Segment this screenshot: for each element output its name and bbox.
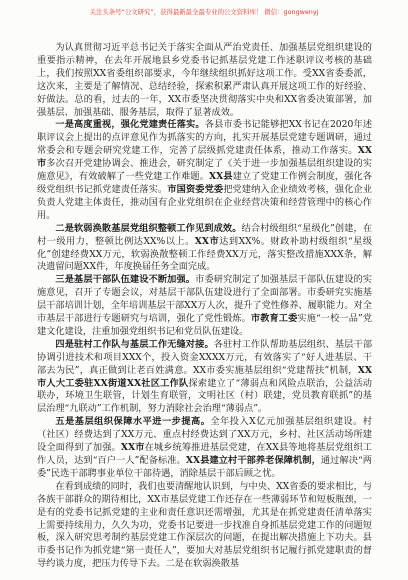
text-run: 为认真贯彻习近平总书记关于落实全面从严治党责任、加强基层党组织建设的重要指示精神，在去年开展地县乡党委书记抓基层党建工作述职评议考核的基础上，我们按照XX省委组织部要求，今年继续组织抓好这项工作。受XX省委委派，这次来，主要是了解情况、总结经验，探索积累严肃认真开展这项工作的好经验、好做法。总的看，过去的一年，XX市委坚决贯彻落实中央和XX省委决策部署，加强基层、加强基础、服务基层，取得了显著成效。: [37, 42, 372, 118]
text-run: 各驻村工作队帮助基层组织、基层干部协调引进技术和项目XXX个，投入资金XXXX万元，有效落实了“好人进基层、干部去为民”，真正做到让老百姓满意。XX市委实施基层组织“党建帮扶”机制，: [37, 338, 373, 376]
bold-text-run: 一是高度重视，强化党建责任落实。: [55, 119, 205, 131]
bold-text-run: 三是基层干部队伍建设不断加强。: [55, 274, 196, 286]
paragraph: [37, 42, 372, 119]
text-run: 在看到成绩的同时，我们也要清醒地认识到，与中央、XX省委的要求相比，与各族干部群众的期待相比，XX市基层党建工作还存在一些薄弱环节和短板瓶颈，一是有的党委书记抓党建的主业和责任意识还需增强，尤其是在抓党建责任清单落实上需要持续用力，久久为功，党委书记要进一步找准自身抓基层党建工作的问题短板，深入研究思考制约基层党建工作深层次的问题，在提出解决措施上下功夫。县市委书记作为抓党建“第一责任人”，要加大对基层党组织书记履行抓党建职责的督导约谈力度，把压力传导下去。二是在软弱涣散基: [37, 480, 372, 570]
bold-text-run: XX市: [194, 235, 220, 247]
paragraph: [37, 274, 372, 339]
bold-text-run: XX市: [120, 442, 145, 454]
text-run: 结合村级组织“星级化”创建，在村一级用力，整顿比例达XX%以上。: [37, 222, 372, 247]
bold-text-run: XX市: [37, 145, 372, 170]
bold-text-run: 五是基层组织保障水平进一步提高。: [55, 416, 211, 428]
bold-text-run: 四是驻村工作队与基层工作无缝对接。: [55, 338, 214, 350]
bold-text-run: XX县: [209, 171, 233, 183]
text-run: 把党建纳入企业绩效考核，强化企业负责人党建主体责任，推动国有企业党组织在企业经营决策和经营管理中的核心作用。: [37, 183, 373, 221]
text-run: 达到XX%。财政补助村级组织“星级化”创建经费XX万元，软弱涣散整顿工作经费XX万元，落实整改措施XXX条，解决遗留问题XX件，年度换届任务全面完成。: [37, 235, 373, 273]
paragraph: [37, 481, 372, 571]
document-body: [37, 42, 372, 571]
text-run: 各县市委书记能够把XX书记在2020年述职评议会上提出的点评意见作为抓落实的方向，扎实开展基层党建专题调研，通过常委会和专题会研究党建工作，完善了层级抓党建责任体系，推动工作落实。: [37, 119, 373, 157]
text-run: 在城乡统筹推进基层党建，在XX县等地将基层党组织工作人员，达到“百户一人”配备标准。: [37, 442, 372, 466]
text-run: 探索建立了“薄弱点和风险点联治，公益活动联办，环境卫生联管，计划生育联管，文明社区（村）联建，党员教育联抓”的基层治理“九联动”工作机制，努力消除社会治理“薄弱点”。: [37, 377, 372, 415]
bold-text-run: XX市人大工委驻XX街道XX社区工作队: [37, 364, 372, 389]
paragraph: [37, 416, 372, 481]
text-run: 实施“一校一品”党建文化建设，注重加强党组织书记和党员队伍建设。: [37, 313, 372, 337]
text-run: 多次召开党建协调会、推进会，研究制定了《关于进一步加强基层组织建设的实施意见》，有效破解了一些党建工作难题。: [37, 158, 373, 183]
text-run: 通过解决“两委”民选干部聘事业单位干部待遇，消除基层干部后顾之忧。: [37, 455, 372, 479]
text-run: 建立了党建工作例会制度，强化各级党组织书记抓党建责任落实。: [37, 171, 373, 195]
paragraph: [37, 119, 372, 222]
bold-text-run: 二是软弱涣散基层党组织整顿工作见到成效。: [55, 222, 242, 234]
bold-text-run: 市国资委党委: [167, 183, 224, 195]
bold-text-run: 市教育工委: [250, 313, 298, 325]
paragraph: [37, 339, 372, 416]
paragraph: [37, 223, 372, 275]
bold-text-run: XX县建立村干部养老保障机制，: [185, 455, 321, 466]
promo-banner: 关注头条号“公文研究”，获得最新最全最专业的公文资料库！ 微信：gongwenyj: [89, 8, 319, 16]
text-run: 市委研究制定了加强基层干部队伍建设的实施意见，召开了专题会议，对基层干部队伍建设进行了全面部署。市委研究实施基层干部培训计划，全年培训基层干部XX万人次，提升了党性修养、履职能力。对全市基层干部进行专题研究与培训，强化了党性锻炼。: [37, 274, 373, 325]
text-run: 全年投入X亿元加强基层组织建设。村（社区）经费达到了XX万元、重点村经费达到了XX万元，乡村、社区活动场所建设全面得到了加强。: [37, 416, 372, 454]
